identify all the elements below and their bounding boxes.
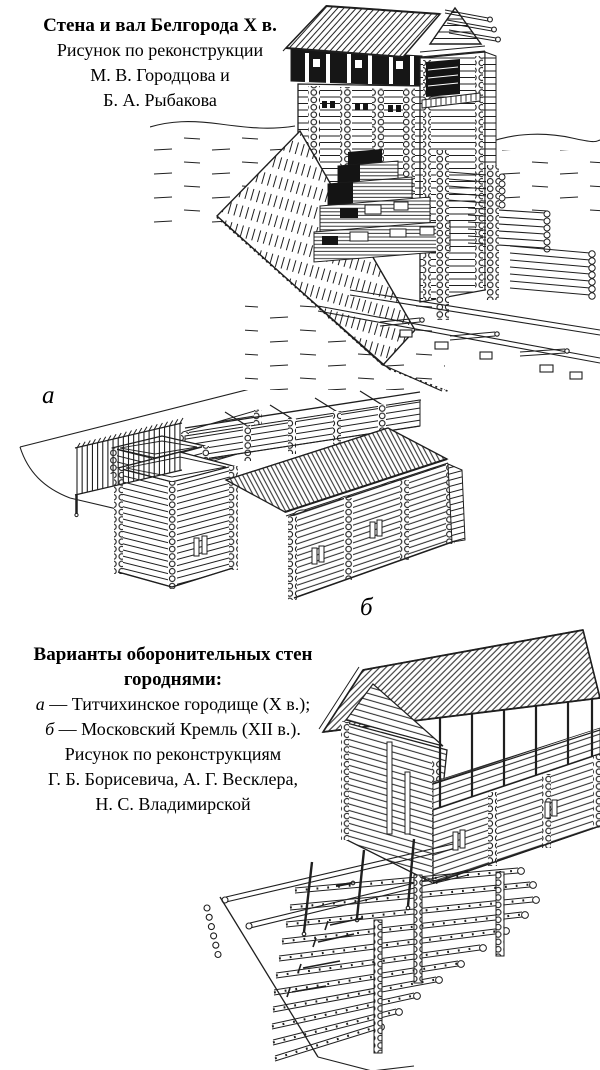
- window-slit: [377, 520, 382, 536]
- caption-bottom-title: городнями:: [123, 669, 223, 690]
- ring-chain: [414, 875, 422, 983]
- ring-chain: [486, 165, 499, 300]
- caption-item-b: [0, 717, 346, 742]
- caption-item-b-text: — Московский Кремль (XII в.).: [54, 719, 301, 739]
- caption-top-title: Стена и вал Белгорода X в.: [43, 15, 277, 36]
- log-revetment: [272, 868, 539, 1061]
- corner-post: [387, 742, 392, 834]
- window-slit: [312, 548, 317, 564]
- caption-item-a-letter: а: [35, 694, 45, 714]
- door-slit: [194, 538, 199, 556]
- door-slit: [202, 536, 207, 554]
- figure-label-a: а: [42, 382, 55, 409]
- window-slit: [319, 546, 324, 562]
- corner-post: [405, 772, 410, 834]
- open-crib-front: [114, 452, 238, 589]
- ring-chain: [374, 920, 382, 1053]
- window-slit: [460, 830, 465, 848]
- caption-bottom-line: Рисунок по реконструкциям: [64, 744, 282, 764]
- illustration-titchikha-log-cribs: [0, 390, 480, 630]
- window-slit: [552, 800, 557, 816]
- caption-bottom-title: Варианты оборонительных стен: [33, 644, 313, 665]
- caption-top-line: Рисунок по реконструкции: [56, 40, 264, 60]
- window-slit: [453, 832, 458, 850]
- window-slit: [545, 802, 550, 818]
- anchor-sticks: [287, 918, 363, 997]
- caption-item-b-letter: б: [45, 719, 55, 739]
- ring-chain: [496, 872, 504, 956]
- caption-top-line: М. В. Городцова и: [90, 65, 230, 85]
- caption-bottom-line: Г. Б. Борисевича, А. Г. Весклера,: [47, 769, 299, 789]
- caption-bottom: [0, 642, 346, 817]
- caption-bottom-line: Н. С. Владимирской: [95, 794, 251, 814]
- figure-label-b: б: [360, 594, 373, 621]
- caption-item-a-text: — Титчихинское городище (X в.);: [44, 694, 311, 714]
- caption-top: [4, 13, 316, 113]
- window-slit: [370, 522, 375, 538]
- caption-item-a: [0, 692, 346, 717]
- ring-chain: [436, 150, 449, 320]
- caption-top-line: Б. А. Рыбакова: [103, 90, 217, 110]
- roofed-gallery-building: [226, 428, 465, 600]
